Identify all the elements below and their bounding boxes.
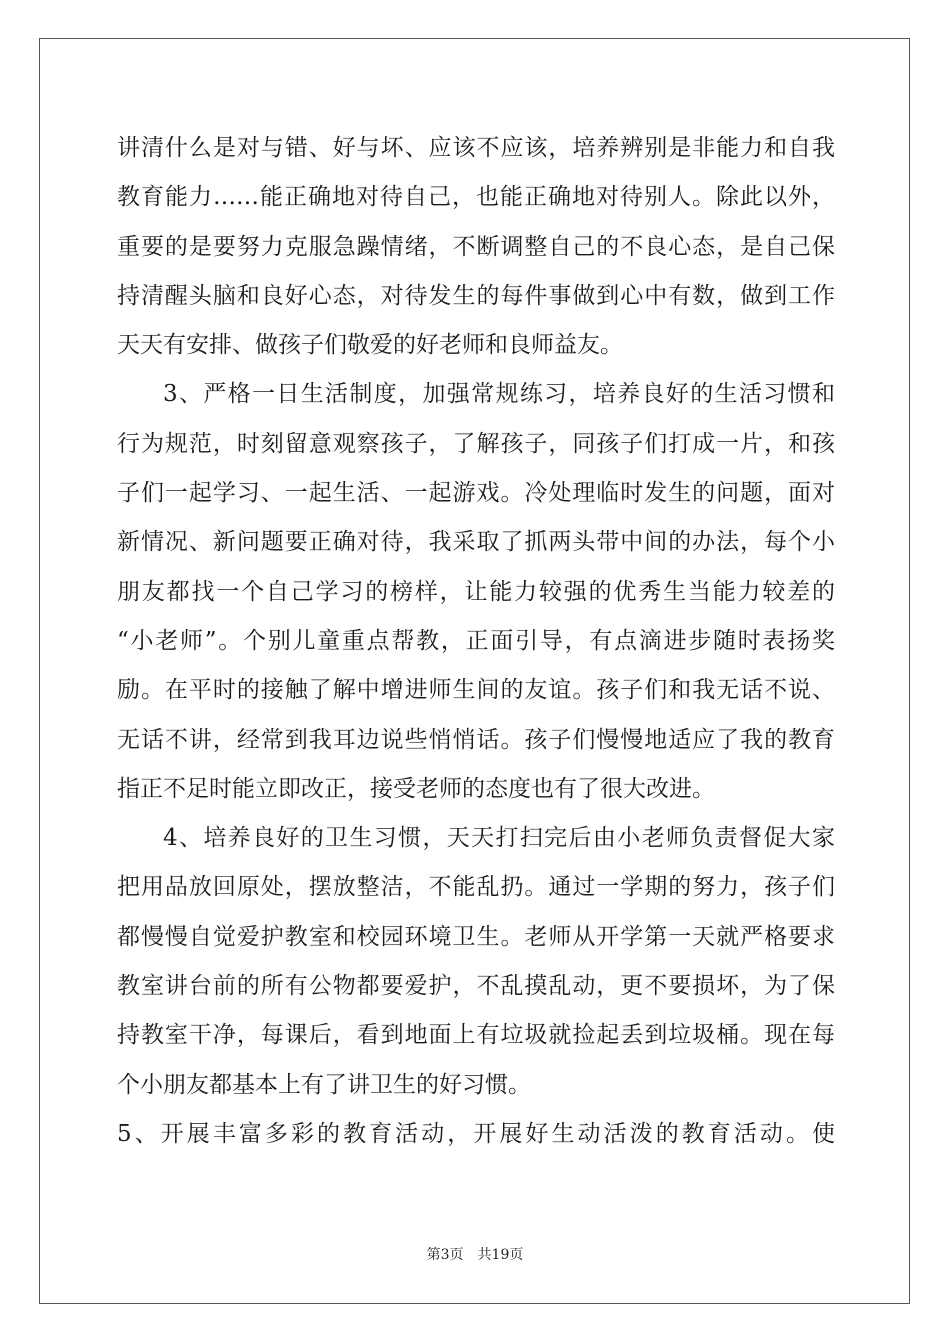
paragraph-4-first-line: 4、培养良好的卫生习惯，天天打扫完后由小老师负责督促大家 [163,825,835,852]
page-number: 第3页 [426,1247,464,1263]
text-line: 重要的是要努力克服急躁情绪，不断调整自己的不良心态，是自己保 [117,233,835,260]
text-line: 励。在平时的接触了解中增进师生间的友谊。孩子们和我无话不说、 [117,677,835,704]
text-line: 教室讲台前的所有公物都要爱护，不乱摸乱动，更不要损坏，为了保 [117,973,835,1000]
text-line: 都慢慢自觉爱护教室和校园环境卫生。老师从开学第一天就严格要求 [117,923,835,950]
text-line: 天天有安排、做孩子们敬爱的好老师和良师益友。 [117,332,623,359]
paragraph-5-first-line: 5、开展丰富多彩的教育活动，开展好生动活泼的教育活动。使 [117,1120,835,1147]
text-line: 持清醒头脑和良好心态，对待发生的每件事做到心中有数，做到工作 [117,282,835,309]
text-line: 新情况、新问题要正确对待，我采取了抓两头带中间的办法，每个小 [117,529,835,556]
text-line: 行为规范，时刻留意观察孩子，了解孩子，同孩子们打成一片，和孩 [117,430,835,457]
page-total: 共19页 [477,1247,524,1263]
text-line: 子们一起学习、一起生活、一起游戏。冷处理临时发生的问题，面对 [117,480,835,507]
paragraph-3-first-line: 3、严格一日生活制度，加强常规练习，培养良好的生活习惯和 [163,381,835,408]
page-footer [0,1244,950,1264]
document-body [117,124,835,1159]
text-line: 指正不足时能立即改正，接受老师的态度也有了很大改进。 [117,775,715,802]
text-line: 无话不讲，经常到我耳边说些悄悄话。孩子们慢慢地适应了我的教育 [117,726,835,753]
text-line: 教育能力……能正确地对待自己，也能正确地对待别人。除此以外， [117,184,835,211]
text-line: 持教室干净，每课后，看到地面上有垃圾就捡起丢到垃圾桶。现在每 [117,1022,835,1049]
text-line: 讲清什么是对与错、好与坏、应该不应该，培养辨别是非能力和自我 [117,135,835,161]
text-line: 个小朋友都基本上有了讲卫生的好习惯。 [117,1071,531,1098]
text-line: 把用品放回原处，摆放整洁，不能乱扔。通过一学期的努力，孩子们 [117,874,835,901]
text-line: “小老师”。个别儿童重点帮教，正面引导，有点滴进步随时表扬奖 [117,627,835,654]
text-line: 朋友都找一个自己学习的榜样，让能力较强的优秀生当能力较差的 [117,578,835,605]
